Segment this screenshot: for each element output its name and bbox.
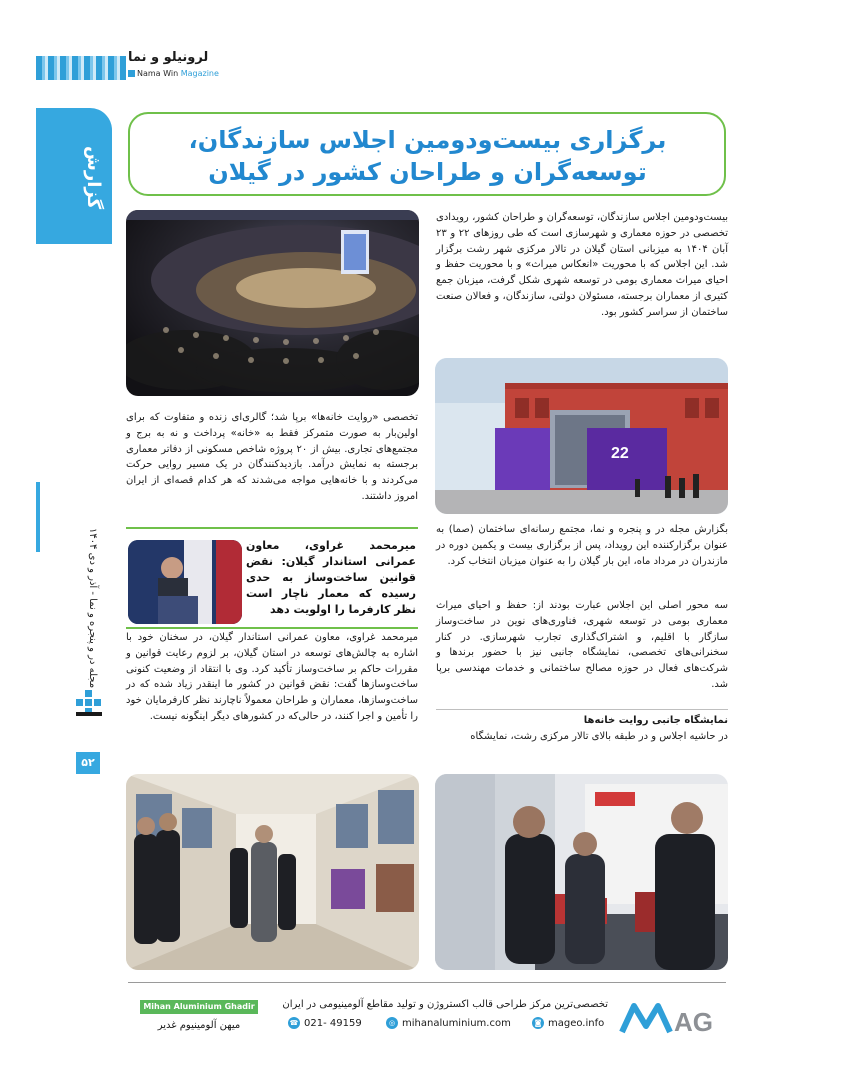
- magazine-grid-icon: [76, 690, 102, 720]
- footer-website[interactable]: [386, 1017, 511, 1029]
- section-tab: [36, 108, 112, 244]
- photo-building-exterior: [435, 358, 728, 514]
- logo-latin: [128, 69, 219, 78]
- photo-speaker-portrait: [128, 540, 242, 624]
- mag-logo: [618, 998, 718, 1038]
- footer-tagline: تخصصی‌ترین مرکز طراحی قالب اکستروژن و تولید مقاطع آلومینیومی در ایران: [282, 999, 608, 1010]
- quote-heading: میرمحمد غراوی، معاون عمرانی استاندار گیلان: نقض قوانین ساخت‌وساز به حدی رسیده که معمار ناچار است نظر کارفرما را اولویت دهد: [246, 539, 416, 616]
- axes-paragraph: سه محور اصلی این اجلاس عبارت بودند از: حفظ و احیای میراث معماری بومی در توسعه شهری، فناوری‌های نوین در ساخت‌وساز سازگار با اقلیم، و اشتراک‌گذاری تجارب شهرسازی. در کنار سخنرانی‌های تخصصی، نمایشگاه جانبی نیز با حضور برندها و شرکت‌های فعال در حوزه مصالح ساختمانی و خدمات مهندسی برپا شد.: [436, 600, 728, 690]
- website-text: mihanaluminium.com: [402, 1017, 511, 1029]
- page-number: ۵۲: [76, 752, 100, 774]
- photo-exhibition-booth: [435, 774, 728, 970]
- mag-logo-text: AG: [674, 1007, 713, 1037]
- quote-bottom-rule: [126, 627, 418, 629]
- magazine-logo: [128, 50, 224, 84]
- issue-caption: مجله در و پنجره و نما - آذر و دی ۱۴۰۴: [87, 527, 98, 688]
- logo-persian: لرونیلو و نما: [128, 50, 209, 65]
- side-rule: [36, 482, 40, 552]
- instagram-handle: mageo.info: [548, 1017, 605, 1029]
- logo-magazine: Magazine: [180, 69, 219, 78]
- section-divider: [436, 709, 728, 710]
- footer-phone[interactable]: [288, 1017, 362, 1029]
- logo-name: Nama Win: [137, 69, 179, 78]
- phone-icon: ☎: [289, 1019, 299, 1027]
- footer-instagram[interactable]: [532, 1017, 604, 1029]
- stage-banner-number: 22: [611, 445, 629, 462]
- left-column-paragraph: تخصصی «روایت خانه‌ها» برپا شد؛ گالری‌ای زنده و متفاوت که برای اولین‌بار به صورت متمرکز فقط به «خانه» پرداخت و نه به برج و مجتمع‌های تجاری. بیش از ۲۰ پروژه شاخص مسکونی از دفاتر معماری برجسته به نمایش درآمد. بازدیدکنندگان در یک مسیر روایی حرکت می‌کردند و با خانه‌هایی مواجه می‌شدند که هر کدام قصه‌ای از ایران امروز داشتند.: [126, 412, 418, 502]
- section-paragraph: در حاشیه اجلاس و در طبقه بالای تالار مرکزی رشت، نمایشگاه: [470, 731, 728, 742]
- brand-latin: Mihan Aluminium Ghadir: [140, 1000, 258, 1014]
- logo-mark-icon: [128, 70, 135, 77]
- quote-paragraph: میرمحمد غراوی، معاون عمرانی استاندار گیلان، در سخنان خود با اشاره به چالش‌های توسعه در استان گیلان، بر لزوم رعایت قوانین و مقررات حاکم بر ساخت‌وساز تأکید کرد. وی با انتقاد از وضعیت کنونی ساخت‌وسازها گفت: نقض قوانین در کشور ما اینقدر زیاد شده که در ساخت‌وسازها، معماران و طراحان معمولاً ناچارند نظر کارفرمایان خود را تأمین و اجرا کنند، در حالی‌که در کشورهای دیگر اینگونه نیست.: [126, 632, 418, 722]
- globe-icon: ◎: [386, 1017, 398, 1029]
- phone-number: 021- 49159: [304, 1017, 362, 1029]
- article-title: برگزاری بیست‌ودومین اجلاس سازندگان، توسعه‌گران و طراحان کشور در گیلان: [188, 126, 667, 186]
- photo-conference-hall: [126, 210, 419, 396]
- section-tab-label: گزارش: [83, 146, 104, 210]
- intro-paragraph: بیست‌ودومین اجلاس سازندگان، توسعه‌گران و طراحان کشور، رویدادی تخصصی در حوزه معماری و شهرسازی است که طی روزهای ۲۲ و ۲۳ آبان ۱۴۰۴ به میزبانی استان گیلان در تالار مرکزی شهر رشت برگزار شد. این اجلاس که با محوریت «انعکاس میراث» و با محوریت حفظ و احیای میراث معماری بومی در توسعه شهری شکل گرفت، میزبان جمع کثیری از معماران برجسته، مسئولان دولتی، سازندگان، و فعالان صنعت ساختمان از سراسر کشور بود.: [436, 212, 729, 318]
- photo-exhibition-corridor: [126, 774, 419, 970]
- header-stripes: [36, 56, 126, 80]
- brand-persian: میهن آلومینیوم غدیر: [157, 1020, 241, 1031]
- quote-top-rule: [126, 527, 418, 529]
- section-heading: نمایشگاه جانبی روایت خانه‌ها: [583, 715, 728, 726]
- title-box: [128, 112, 726, 196]
- footer-rule: [128, 982, 726, 983]
- instagram-icon: ◙: [532, 1017, 544, 1029]
- report-paragraph: بگزارش مجله در و پنجره و نما، مجتمع رسانه‌ای ساختمان (صما) به عنوان برگزارکننده این رویداد، پس از برگزاری بیست و یکمین دوره در مازندران در مرداد ماه، این بار گیلان را به عنوان میزبان انتخاب کرد.: [436, 524, 728, 567]
